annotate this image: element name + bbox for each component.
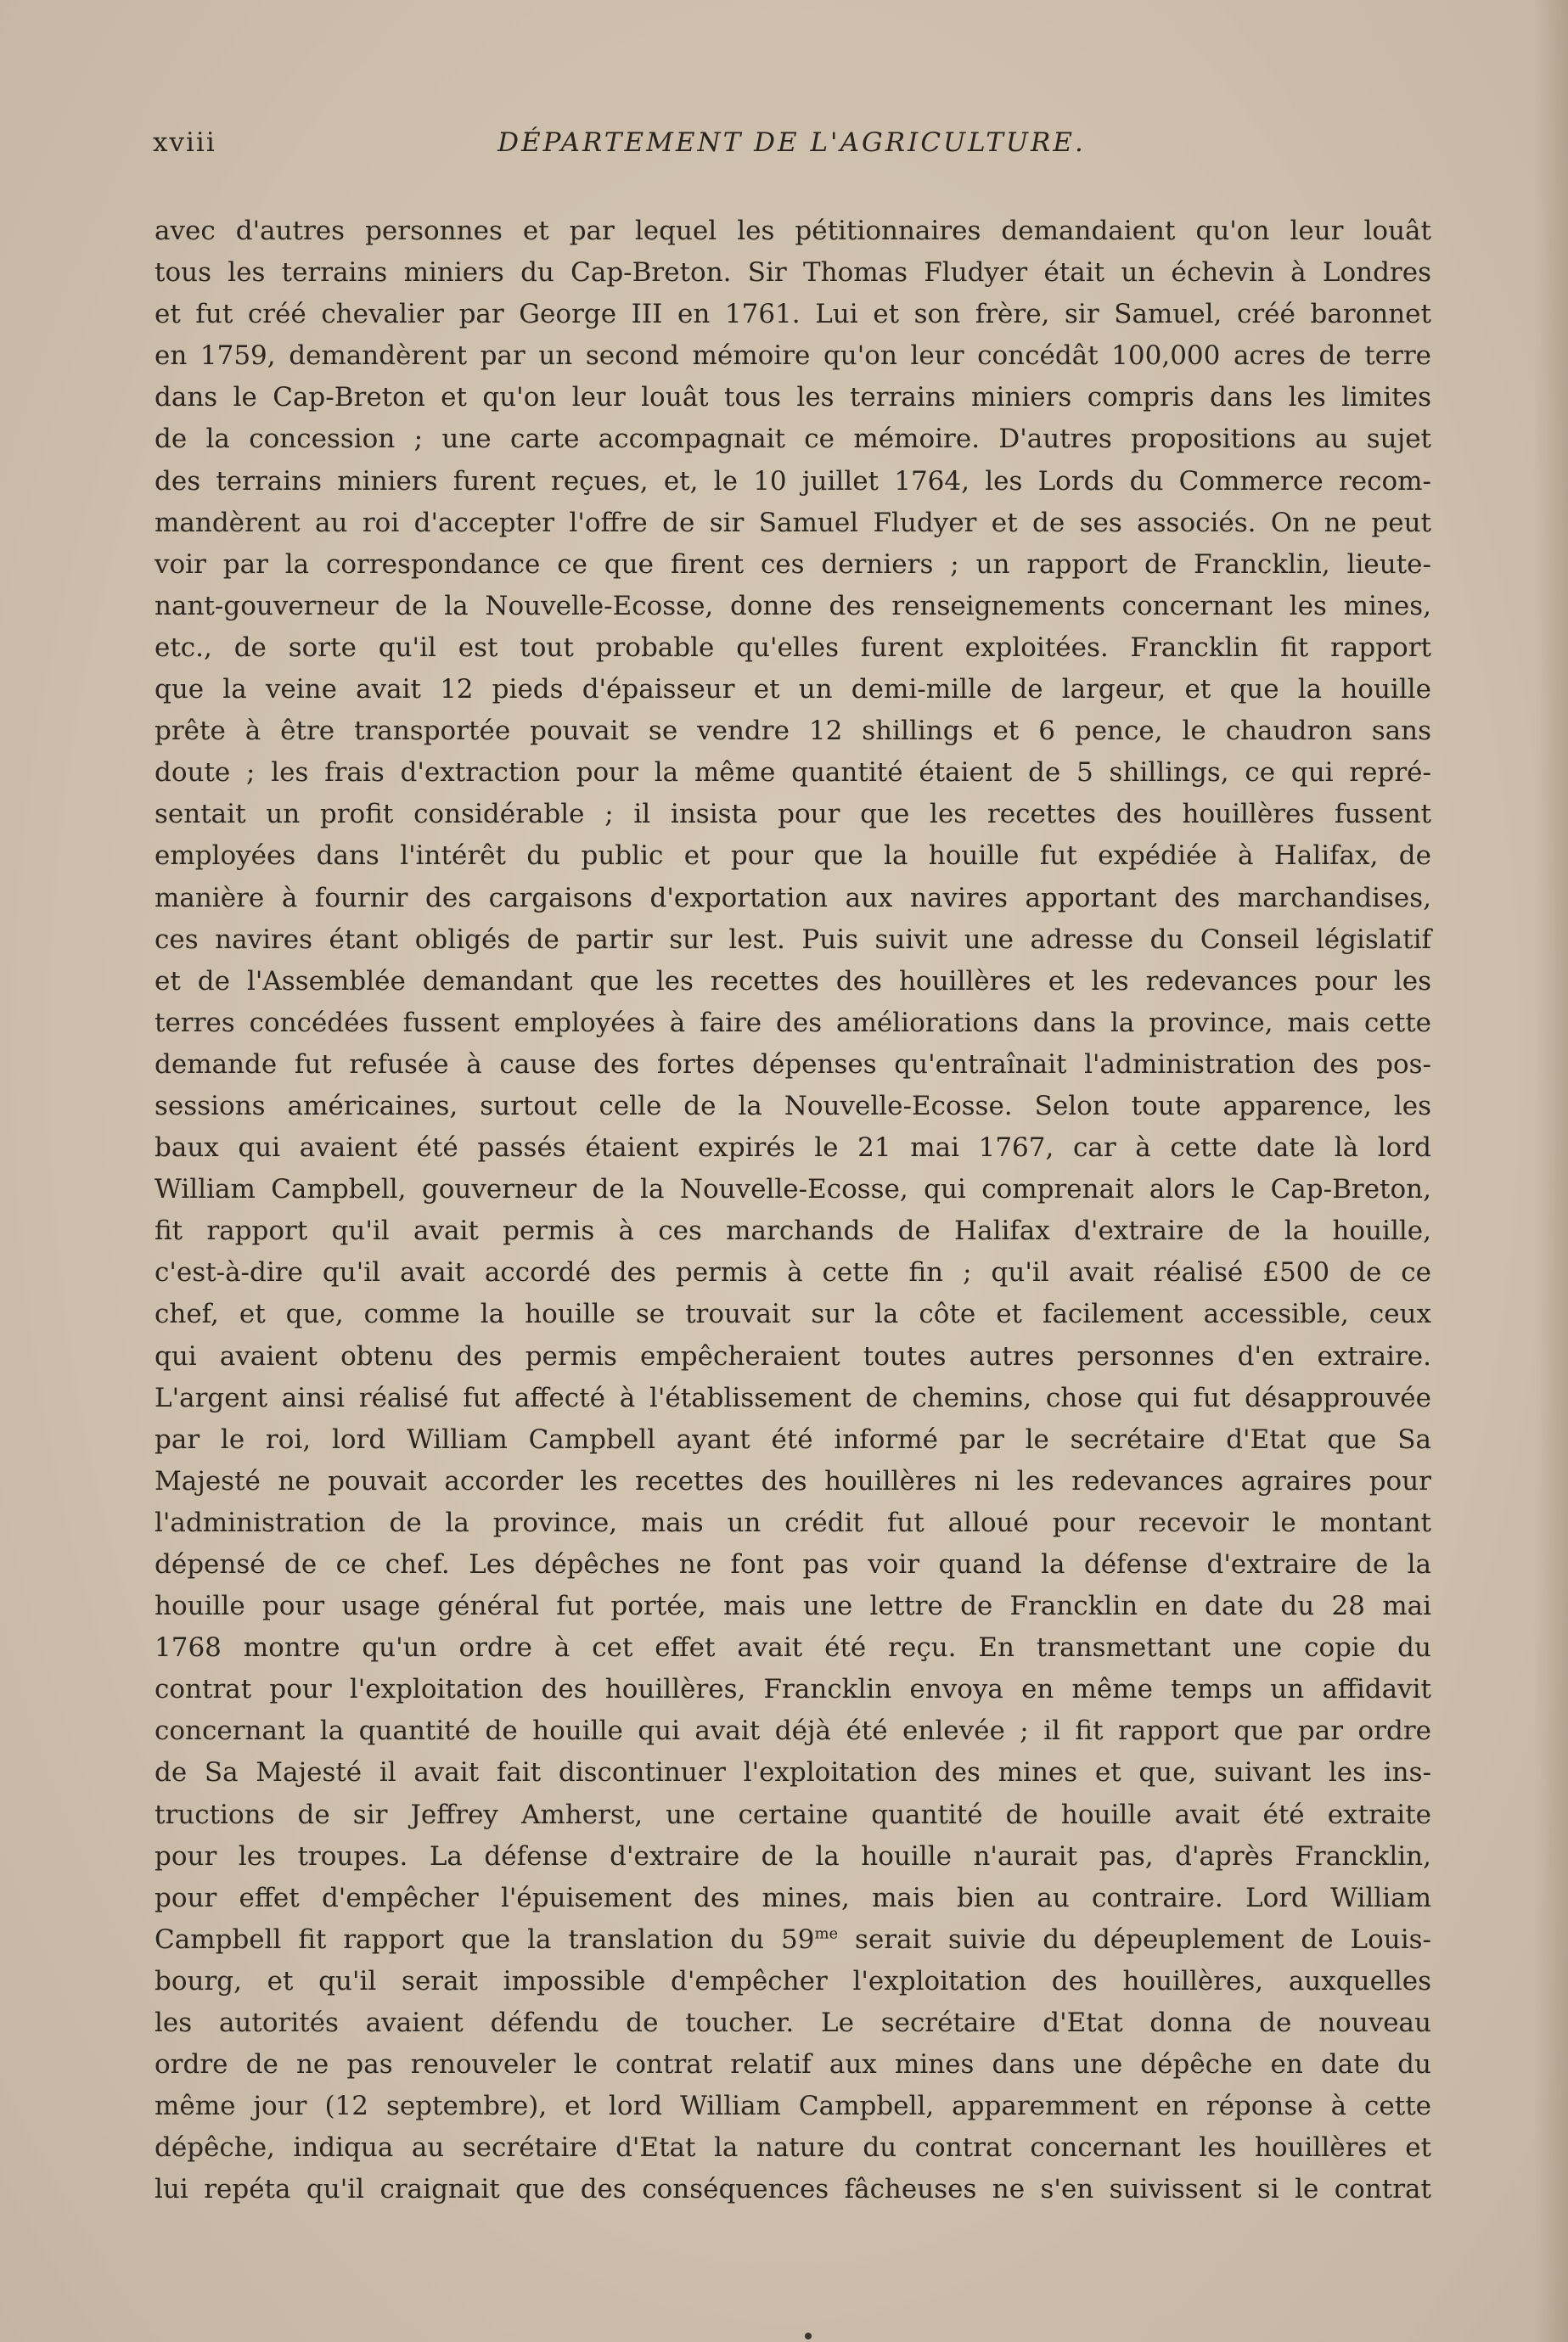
text-line: prête à être transportée pouvait se vendre 12 shillings et 6 pence, le chaudron sans [155,716,1431,747]
text-line: que la veine avait 12 pieds d'épaisseur et un demi-mille de largeur, et que la houille [155,674,1431,705]
text-line: demande fut refusée à cause des fortes dépenses qu'entraînait l'administration des pos- [155,1048,1431,1080]
text-line: voir par la correspondance ce que firent ces derniers ; un rapport de Francklin, lieute- [155,548,1431,580]
text-line: terres concédées fussent employées à faire des améliorations dans la province, mais cette [155,1007,1431,1038]
page-edge-shadow [1534,0,1568,2342]
text-line: concernant la quantité de houille qui avait déjà été enlevée ; il fit rapport que par ordre [155,1716,1431,1747]
text-line: 1768 montre qu'un ordre à cet effet avait été reçu. En transmettant une copie du [155,1632,1431,1664]
text-line: sentait un profit considérable ; il insista pour que les recettes des houillères fussent [155,799,1431,830]
text-line: tructions de sir Jeffrey Amherst, une certaine quantité de houille avait été extraite [155,1799,1431,1830]
text-line: ces navires étant obligés de partir sur lest. Puis suivit une adresse du Conseil législatif [155,924,1431,955]
text-line: houille pour usage général fut portée, mais une lettre de Francklin en date du 28 mai [155,1591,1431,1622]
text-line: contrat pour l'exploitation des houillères, Francklin envoya en même temps un affidavit [155,1674,1431,1705]
ink-dot [805,2333,812,2339]
text-line: les autorités avaient défendu de toucher. Le secrétaire d'Etat donna de nouveau [155,2008,1431,2039]
text-line: chef, et que, comme la houille se trouvait sur la côte et facilement accessible, ceux [155,1299,1431,1330]
text-line: pour les troupes. La défense d'extraire de la houille n'aurait pas, d'après Francklin, [155,1840,1431,1872]
text-line: L'argent ainsi réalisé fut affecté à l'établissement de chemins, chose qui fut désapprouvée [155,1382,1431,1413]
page-header [153,127,1430,161]
body-text [155,211,1431,2211]
text-line: dans le Cap-Breton et qu'on leur louât tous les terrains miniers compris dans les limites [155,382,1431,413]
text-line: des terrains miniers furent reçues, et, le 10 juillet 1764, les Lords du Commerce recom- [155,465,1431,497]
text-line: dépensé de ce chef. Les dépêches ne font pas voir quand la défense d'extraire de la [155,1549,1431,1580]
text-line: même jour (12 septembre), et lord William Campbell, apparemment en réponse à cette [155,2091,1431,2122]
text-line: pour effet d'empêcher l'épuisement des mines, mais bien au contraire. Lord William [155,1882,1431,1913]
running-title: DÉPARTEMENT DE L'AGRICULTURE. [497,127,1086,158]
text-line: employées dans l'intérêt du public et pour que la houille fut expédiée à Halifax, de [155,840,1431,872]
text-line: nant-gouverneur de la Nouvelle-Ecosse, donne des renseignements concernant les mines, [155,590,1431,621]
text-line: et fut créé chevalier par George III en 1761. Lui et son frère, sir Samuel, créé baronnet [155,299,1431,330]
text-line: ordre de ne pas renouveler le contrat relatif aux mines dans une dépêche en date du [155,2049,1431,2081]
text-line: tous les terrains miniers du Cap-Breton. Sir Thomas Fludyer était un échevin à Londres [155,257,1431,289]
text-line: Majesté ne pouvait accorder les recettes des houillères ni les redevances agraires pour [155,1465,1431,1497]
text-line: mandèrent au roi d'accepter l'offre de sir Samuel Fludyer et de ses associés. On ne peut [155,507,1431,538]
text-line: William Campbell, gouverneur de la Nouvelle-Ecosse, qui comprenait alors le Cap-Breton, [155,1174,1431,1205]
text-line: dépêche, indiqua au secrétaire d'Etat la nature du contrat concernant les houillères et [155,2132,1431,2164]
text-line: sessions américaines, surtout celle de la Nouvelle-Ecosse. Selon toute apparence, les [155,1090,1431,1121]
text-line: en 1759, demandèrent par un second mémoire qu'on leur concédât 100,000 acres de terre [155,340,1431,372]
text-line: c'est-à-dire qu'il avait accordé des permis à cette fin ; qu'il avait réalisé £500 de ce [155,1257,1431,1289]
text-line: fit rapport qu'il avait permis à ces marchands de Halifax d'extraire de la houille, [155,1216,1431,1247]
text-line: qui avaient obtenu des permis empêcheraient toutes autres personnes d'en extraire. [155,1340,1431,1372]
text-line: lui repéta qu'il craignait que des conséquences fâcheuses ne s'en suivissent si le contrat [155,2174,1431,2205]
text-line: de la concession ; une carte accompagnait ce mémoire. D'autres propositions au sujet [155,424,1431,455]
text-line: doute ; les frais d'extraction pour la même quantité étaient de 5 shillings, ce qui repré- [155,757,1431,789]
text-line: manière à fournir des cargaisons d'exportation aux navires apportant des marchandises, [155,882,1431,913]
text-line: Campbell fit rapport que la translation du $59^{me}$ serait suivie du dépeuplement de Louis- [155,1924,1431,1955]
text-line: avec d'autres personnes et par lequel les pétitionnaires demandaient qu'on leur louât [155,216,1431,246]
text-line: baux qui avaient été passés étaient expirés le 21 mai 1767, car à cette date là lord [155,1132,1431,1164]
text-line: bourg, et qu'il serait impossible d'empêcher l'exploitation des houillères, auxquelles [155,1965,1431,1997]
page-number: xviii [153,127,216,158]
text-line: etc., de sorte qu'il est tout probable qu'elles furent exploitées. Francklin fit rapport [155,632,1431,663]
text-line: par le roi, lord William Campbell ayant été informé par le secrétaire d'Etat que Sa [155,1424,1431,1455]
text-line: l'administration de la province, mais un crédit fut alloué pour recevoir le montant [155,1507,1431,1538]
text-line: et de l'Assemblée demandant que les recettes des houillères et les redevances pour les [155,965,1431,997]
text-line: de Sa Majesté il avait fait discontinuer l'exploitation des mines et que, suivant les ins- [155,1757,1431,1789]
